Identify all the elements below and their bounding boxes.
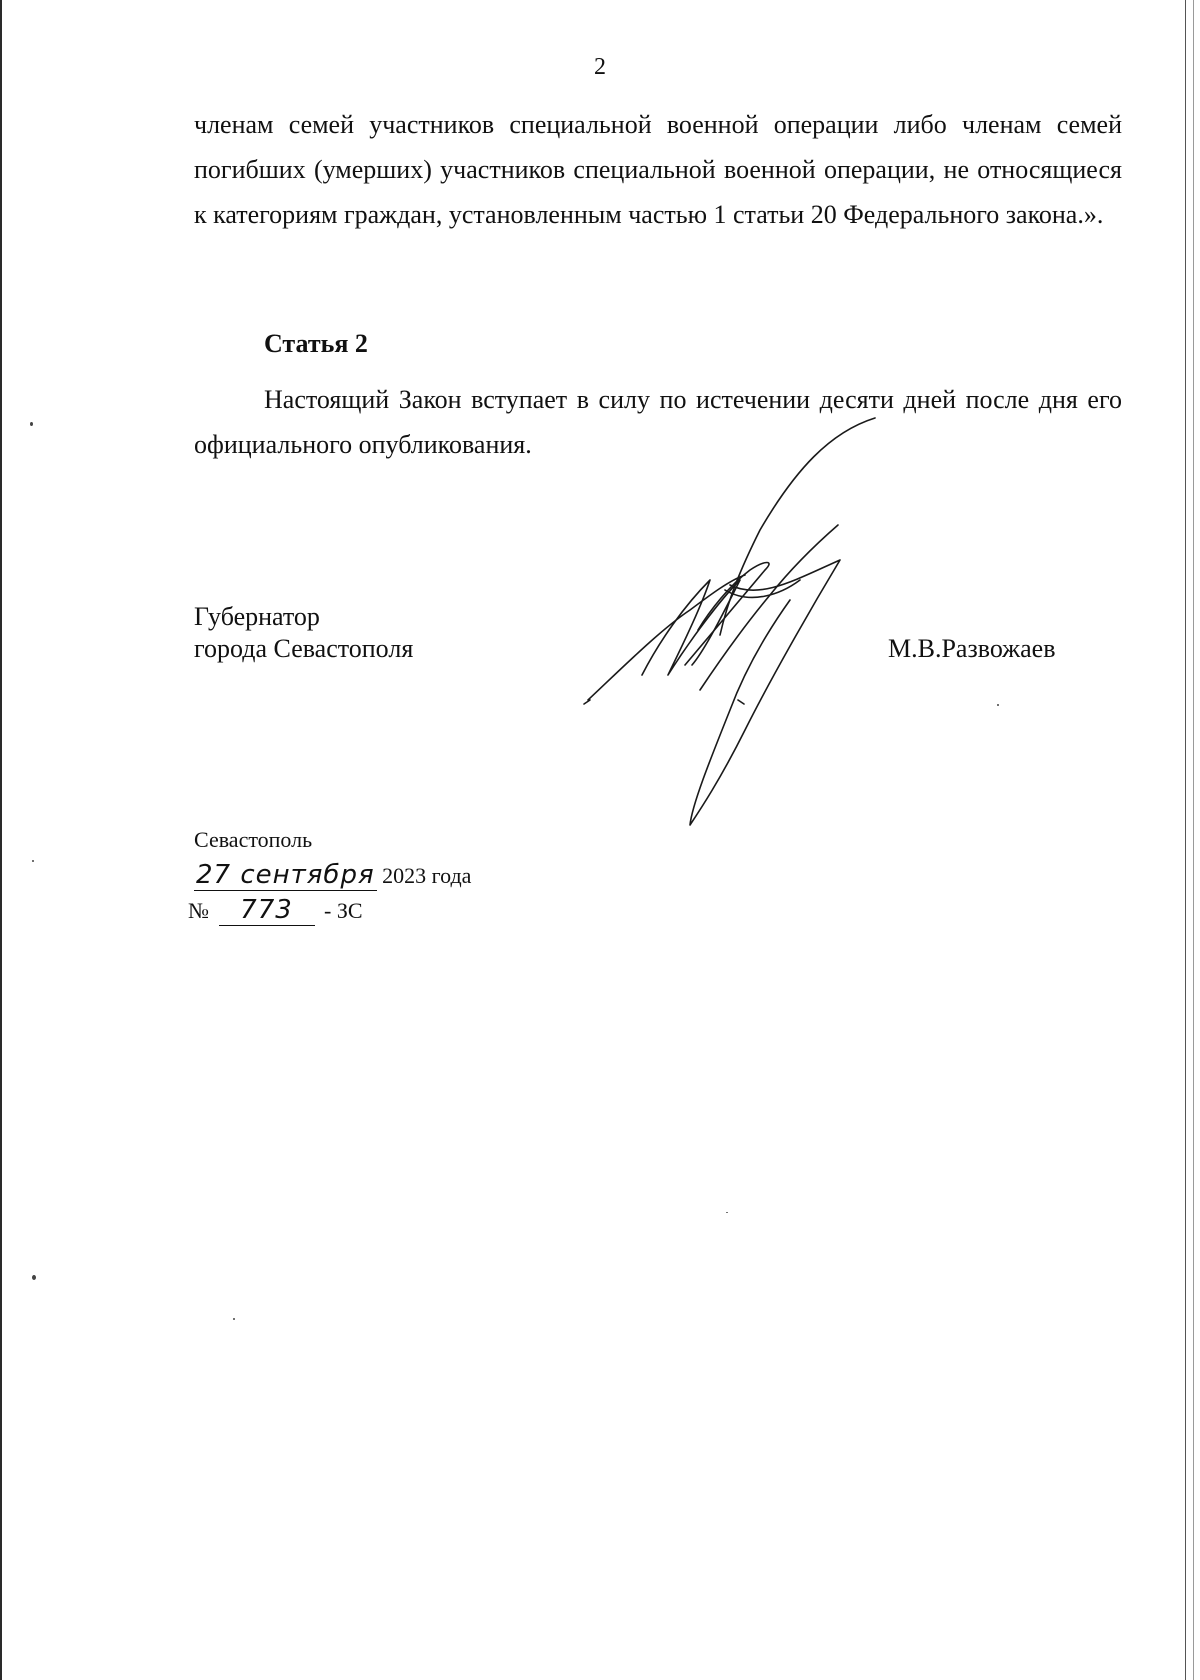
handwritten-signature <box>580 410 880 830</box>
scan-speck <box>32 1275 36 1280</box>
scan-speck <box>30 422 33 426</box>
scan-speck <box>32 860 34 862</box>
continuation-paragraph: членам семей участников специальной военной операции либо членам семей погибших (умерших) участников специальной военной операции, не относящиеся к категориям граждан, установленным частью 1 статьи 20 Федерального закона.». <box>194 110 1122 229</box>
handwritten-date: 27 сентября <box>196 860 375 890</box>
date-year: 2023 года <box>382 863 472 888</box>
signatory-title-line2: города Севастополя <box>194 634 414 663</box>
scan-edge-left <box>0 0 2 1680</box>
law-number <box>188 893 363 929</box>
scan-speck <box>997 704 999 706</box>
signatory-title <box>194 601 413 665</box>
signing-date <box>194 858 471 894</box>
signatory-title-line1: Губернатор <box>194 602 320 631</box>
page-number: 2 <box>594 54 606 80</box>
number-sign: № <box>188 898 209 923</box>
number-suffix: - ЗС <box>324 898 363 923</box>
scan-speck <box>233 1318 235 1320</box>
scan-edge-right-outer <box>1193 0 1194 1680</box>
article-text: Настоящий Закон вступает в силу по истечении десяти дней после дня его официального опубликования. <box>194 385 1122 459</box>
signatory-name: М.В.Развожаев <box>888 634 1056 663</box>
scan-edge-right <box>1185 0 1186 1680</box>
handwritten-number: 773 <box>219 895 315 926</box>
scan-speck <box>726 1212 728 1213</box>
article-heading: Статья 2 <box>264 329 368 358</box>
signing-place: Севастополь <box>194 827 313 852</box>
